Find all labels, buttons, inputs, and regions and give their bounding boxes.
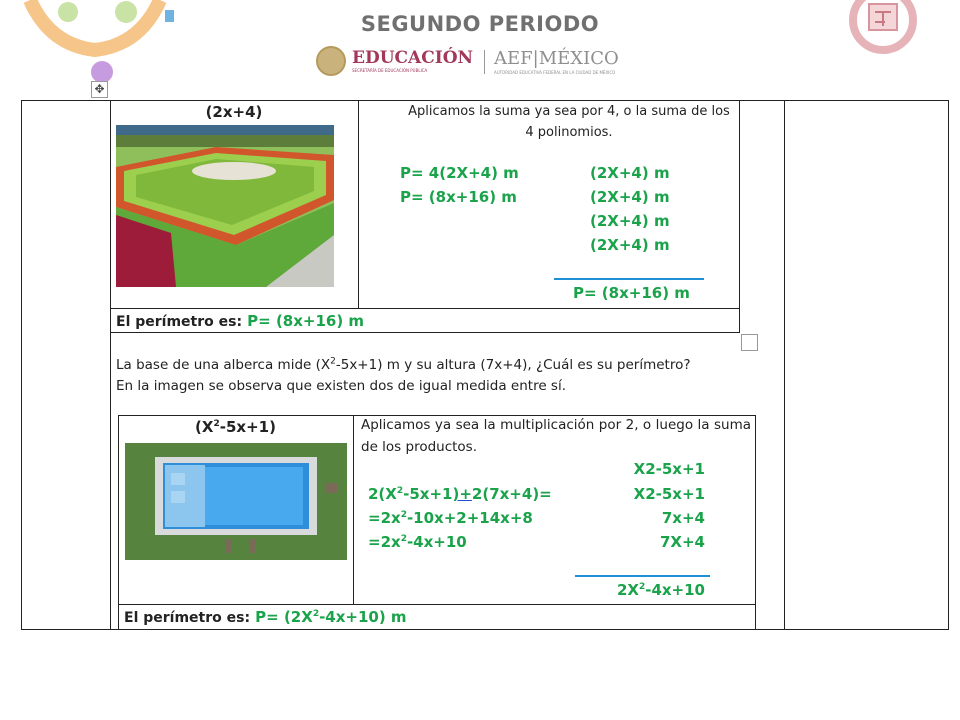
national-seal-icon (316, 46, 346, 76)
educacion-logo-subtitle: SECRETARÍA DE EDUCACIÓN PÚBLICA (352, 68, 428, 73)
aef-logo-subtitle: AUTORIDAD EDUCATIVA FEDERAL EN LA CIUDAD DE MÉXICO (494, 70, 616, 75)
garden-sum-result: P= (8x+16) m (573, 284, 690, 302)
garden-table-row-divider (110, 308, 740, 309)
pool-equation-2: $=2x^2-10x+2+14x+8$ (368, 509, 533, 527)
pool-addend-3: 7x+4 (661, 509, 705, 527)
pool-explanation: Aplicamos ya sea la multiplicación por 2, o luego la suma de los productos. (361, 417, 751, 455)
garden-equation-2: P= (8x+16) m (400, 188, 517, 206)
pool-perimeter-value: $P= (2X^2-4x+10)$ m (255, 608, 407, 626)
outer-column-divider-right (784, 100, 785, 630)
pool-perimeter-label: El perímetro es: (124, 610, 251, 626)
logo-divider (484, 50, 485, 74)
garden-photo (116, 125, 334, 287)
pool-addend-1: X2-5x+1 (633, 460, 705, 478)
pool-table-divider (353, 415, 354, 605)
pool-photo (125, 443, 347, 560)
problem-line-2: En la imagen se observa que existen dos de igual medida entre sí. (116, 378, 567, 394)
header-logos (316, 46, 646, 80)
pool-table-row-divider (118, 604, 756, 605)
pool-dimension-title: $(X^2-5x+1)$ (195, 418, 276, 436)
garden-dimension-title: (2x+4) (205, 103, 263, 121)
educacion-logo: EDUCACIÓN (352, 48, 474, 68)
problem-statement (116, 355, 691, 397)
move-arrows-icon[interactable]: ✥ (91, 81, 108, 98)
pool-equation-1: $2(X^2-5x+1)+2(7x+4)=$ (368, 485, 552, 503)
pool-addend-2: X2-5x+1 (633, 485, 705, 503)
pool-sum-rule-line (575, 575, 710, 577)
garden-table-divider (358, 100, 359, 309)
pool-sum-result: $2X^2-4x+10$ (616, 581, 705, 599)
page-title: SEGUNDO PERIODO (360, 12, 600, 36)
problem-line-1: La base de una alberca mide $(X^2-5x+1)$ m y su altura (7x+4), ¿Cuál es su perímetro? (116, 356, 691, 373)
pool-addend-4: 7X+4 (659, 533, 705, 551)
aef-mexico-logo: AEF|MÉXICO (494, 48, 619, 69)
garden-addend-1: (2X+4) m (590, 164, 670, 182)
perimeter-value: P= (8x+16) m (247, 312, 365, 330)
garden-addend-4: (2X+4) m (590, 236, 670, 254)
garden-perimeter-row (116, 311, 364, 330)
perimeter-label: El perímetro es: (116, 314, 243, 330)
garden-explanation: Aplicamos la suma ya sea por 4, o la suma de los 4 polinomios. (408, 104, 730, 140)
garden-addend-2: (2X+4) m (590, 188, 670, 206)
sum-rule-line (554, 278, 704, 280)
resize-handle[interactable] (741, 334, 758, 351)
garden-addend-3: (2X+4) m (590, 212, 670, 230)
pool-perimeter-row (124, 607, 407, 626)
pool-equation-3: $=2x^2-4x+10$ (368, 533, 467, 551)
garden-equation-1: P= 4(2X+4) m (400, 164, 519, 182)
